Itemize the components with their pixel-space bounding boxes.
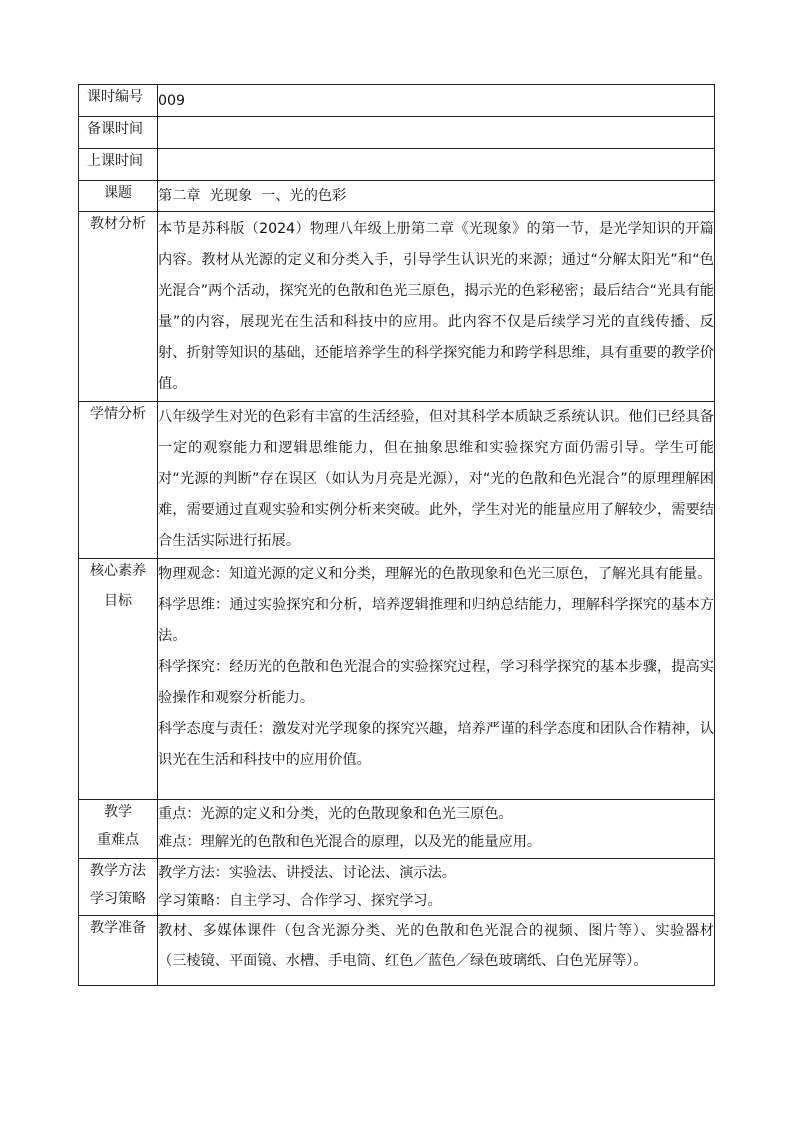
label-student-analysis: 学情分析 bbox=[79, 402, 158, 559]
label-core-goals-line2: 目标 bbox=[104, 593, 132, 609]
preparation-text: 教材、多媒体课件（包含光源分类、光的色散和色光混合的视频、图片等）、实验器材（三棱镜、平面镜、水槽、手电筒、红色／蓝色／绿色玻璃纸、白色光屏等）。 bbox=[158, 923, 714, 969]
cell-student-analysis bbox=[158, 402, 715, 559]
label-key-points-line2: 重难点 bbox=[97, 832, 139, 848]
label-preparation: 教学准备 bbox=[79, 916, 158, 986]
value-topic: 第二章 光现象 一、光的色彩 bbox=[158, 181, 715, 212]
label-topic: 课题 bbox=[79, 181, 158, 212]
label-methods-line1: 教学方法 bbox=[90, 863, 146, 879]
label-key-points-line1: 教学 bbox=[104, 804, 132, 820]
label-methods-line2: 学习策略 bbox=[90, 891, 146, 907]
label-key-points bbox=[79, 800, 158, 859]
label-methods bbox=[79, 859, 158, 916]
cell-key-points bbox=[158, 800, 715, 859]
row-key-points bbox=[79, 800, 715, 859]
label-textbook-analysis: 教材分析 bbox=[79, 212, 158, 402]
row-core-goals bbox=[79, 559, 715, 800]
core-goal-inquiry: 科学探究：经历光的色散和色光混合的实验探究过程，学习科学探究的基本步骤，提高实验操作和观察分析能力。 bbox=[158, 659, 714, 706]
label-core-goals-line1: 核心素养 bbox=[90, 563, 146, 579]
core-goal-physics: 物理观念：知道光源的定义和分类，理解光的色散现象和色光三原色，了解光具有能量。 bbox=[158, 566, 712, 582]
teaching-methods-text: 教学方法：实验法、讲授法、讨论法、演示法。 bbox=[158, 865, 456, 881]
student-analysis-text: 八年级学生对光的色彩有丰富的生活经验，但对其科学本质缺乏系统认识。他们已经具备一定的观察能力和逻辑思维能力，但在抽象思维和实验探究方面仍需引导。学生可能对“光源的判断”存在误区（如认为月亮是光源），对“光的色散和色光混合”的原理理解困难，需要通过直观实验和实例分析来突破。此外，学生对光的能量应用了解较少，需要结合生活实际进行拓展。 bbox=[158, 409, 714, 549]
cell-preparation bbox=[158, 916, 715, 986]
difficult-point-text: 难点：理解光的色散和色光混合的原理，以及光的能量应用。 bbox=[158, 834, 542, 850]
cell-methods bbox=[158, 859, 715, 916]
label-lesson-no: 课时编号 bbox=[79, 85, 158, 117]
row-topic bbox=[79, 181, 715, 212]
value-prep-time bbox=[158, 117, 715, 149]
row-lesson-no bbox=[79, 85, 715, 117]
label-class-time: 上课时间 bbox=[79, 149, 158, 181]
cell-core-goals bbox=[158, 559, 715, 800]
row-preparation bbox=[79, 916, 715, 986]
value-lesson-no: 009 bbox=[158, 85, 715, 117]
row-textbook-analysis bbox=[79, 212, 715, 402]
cell-textbook-analysis bbox=[158, 212, 715, 402]
row-methods bbox=[79, 859, 715, 916]
textbook-analysis-text: 本节是苏科版（2024）物理八年级上册第二章《光现象》的第一节，是光学知识的开篇内容。教材从光源的定义和分类入手，引导学生认识光的来源；通过“分解太阳光”和“色光混合”两个活动，探究光的色散和色光三原色，揭示光的色彩秘密；最后结合“光具有能量”的内容，展现光在生活和科技中的应用。此内容不仅是后续学习光的直线传播、反射、折射等知识的基础，还能培养学生的科学探究能力和跨学科思维，具有重要的教学价值。 bbox=[158, 221, 714, 392]
row-class-time bbox=[79, 149, 715, 181]
value-class-time bbox=[158, 149, 715, 181]
core-goal-thinking: 科学思维：通过实验探究和分析，培养逻辑推理和归纳总结能力，理解科学探究的基本方法。 bbox=[158, 597, 714, 644]
row-student-analysis bbox=[79, 402, 715, 559]
label-prep-time: 备课时间 bbox=[79, 117, 158, 149]
row-prep-time bbox=[79, 117, 715, 149]
lesson-plan-table bbox=[78, 84, 715, 986]
core-goal-attitude: 科学态度与责任：激发对光学现象的探究兴趣，培养严谨的科学态度和团队合作精神，认识光在生活和科技中的应用价值。 bbox=[158, 721, 714, 768]
learning-strategy-text: 学习策略：自主学习、合作学习、探究学习。 bbox=[158, 893, 442, 909]
key-point-text: 重点：光源的定义和分类，光的色散现象和色光三原色。 bbox=[158, 806, 513, 822]
label-core-goals bbox=[79, 559, 158, 800]
